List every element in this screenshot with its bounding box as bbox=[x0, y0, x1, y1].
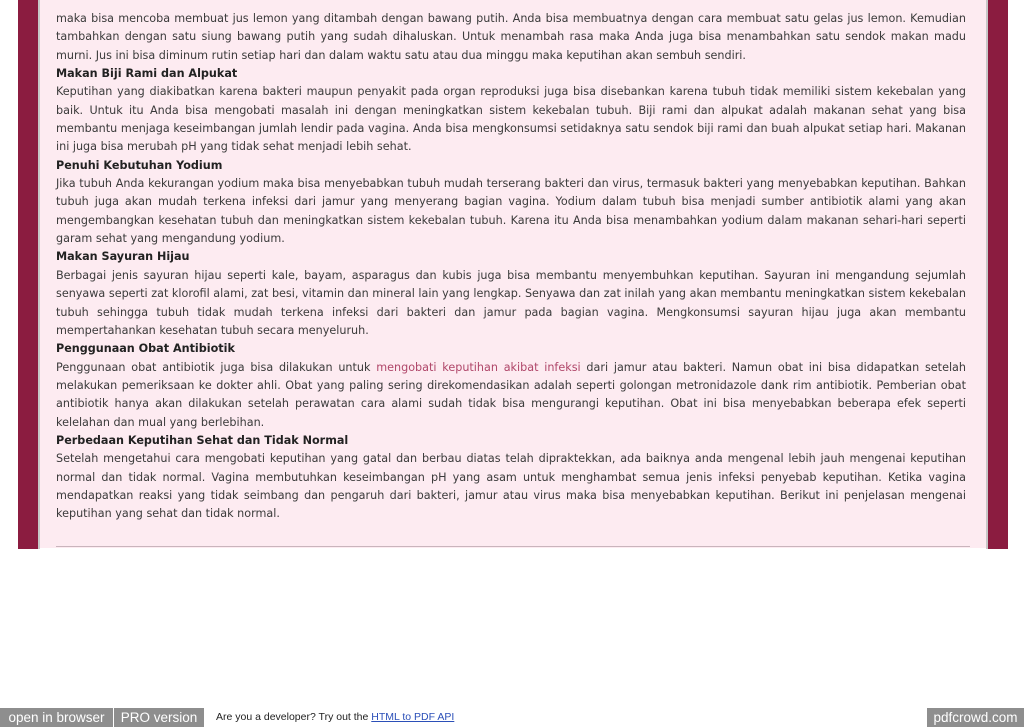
developer-prompt-text: Are you a developer? Try out the bbox=[216, 711, 372, 723]
content-divider bbox=[56, 546, 970, 547]
paragraph-perbedaan-keputihan: Setelah mengetahui cara mengobati keputihan yang gatal dan berbau diatas telah dipraktekkan, ada baiknya anda mengenal lebih jauh mengenai keputihan normal dan tidak normal. Vagina membutuhkan keseimbangan pH yang asam untuk menghambat semua jenis infeksi penyebab keputihan. Ketika vagina mendapatkan reaksi yang tidak seimbang dan pengaruh dari bakteri, jamur atau virus maka bisa menyebabkan keputihan. Berikut ini penjelasan mengenai keputihan yang sehat dan tidak normal. bbox=[56, 452, 966, 521]
antibiotik-text-after: dari jamur atau bakteri. Namun obat ini bisa didapatkan setelah melakukan pemeriksaan ke dokter ahli. Obat yang paling sering direkomendasikan adalah seperti golongan metronidazole dank rim antibiotik. Pemberian obat antibiotik hanya akan dilakukan setelah perawatan cara alami sudah tidak bisa mengurangi keputihan. Obat ini bisa menyebabkan beberapa efek seperti kelelahan dan mual yang berlebihan. bbox=[56, 360, 967, 429]
heading-biji-rami: Makan Biji Rami dan Alpukat bbox=[56, 67, 238, 81]
paragraph-biji-rami: Keputihan yang diakibatkan karena bakteri maupun penyakit pada organ reproduksi juga bisa disebankan karena tubuh tidak memiliki sistem kekebalan yang baik. Untuk itu Anda bisa mengobati masalah ini dengan meningkatkan sistem kekebalan tubuh. Biji rami dan alpukat adalah makanan sehat yang bisa membantu menjaga keseimbangan jumlah lendir pada vagina. Anda bisa mengkonsumsi setidaknya satu sendok biji rami dan buah alpukat setiap hari. Makanan ini juga bisa merubah pH yang tidak sehat menjadi lebih sehat. bbox=[56, 85, 966, 154]
paragraph-yodium: Jika tubuh Anda kekurangan yodium maka bisa menyebabkan tubuh mudah terserang bakteri dan virus, termasuk bakteri yang menyebabkan keputihan. Bahkan tubuh juga akan mudah terkena infeksi dari jamur yang menyerang bagian vagina. Yodium dalam tubuh bisa menjadi sumber antibiotik alami yang akan mengembangkan kesehatan tubuh dan meningkatkan sistem kekebalan tubuh. Karena itu Anda bisa menambahkan yodium dalam makanan sehari-hari seperti garam sehat yang mengandung yodium. bbox=[56, 177, 966, 246]
right-frame-border bbox=[986, 0, 1008, 549]
article-content-panel bbox=[40, 0, 986, 548]
article-body bbox=[56, 10, 966, 524]
open-in-browser-button[interactable]: open in browser bbox=[0, 708, 114, 727]
html-to-pdf-api-link[interactable]: HTML to PDF API bbox=[371, 711, 455, 723]
left-frame-border bbox=[18, 0, 40, 549]
paragraph-sayuran-hijau: Berbagai jenis sayuran hijau seperti kale, bayam, asparagus dan kubis juga bisa membantu menyembuhkan keputihan. Sayuran ini mengandung sejumlah senyawa seperti zat klorofil alami, zat besi, vitamin dan mineral lain yang lengkap. Senyawa dan zat inilah yang akan membantu meningkatkan sistem kekebalan tubuh sehingga tubuh tidak mudah terkena infeksi dari bakteri dan jamur pada bagian vagina. Mengkonsumsi sayuran hijau juga akan membantu mempertahankan kesehatan tubuh secara menyeluruh. bbox=[56, 268, 966, 337]
antibiotik-text-before: Penggunaan obat antibiotik juga bisa dilakukan untuk bbox=[56, 360, 377, 374]
developer-prompt bbox=[216, 708, 454, 727]
paragraph-lemon-garlic: maka bisa mencoba membuat jus lemon yang ditambah dengan bawang putih. Anda bisa membuatnya dengan cara membuat satu gelas jus lemon. Kemudian tambahkan dengan satu siung bawang putih yang sudah dihaluskan. Untuk menambah rasa maka Anda juga bisa menambahkan satu sendok makan madu murni. Jus ini bisa diminum rutin setiap hari dan dalam waktu satu atau dua minggu maka keputihan akan sembuh sendiri. bbox=[56, 12, 966, 62]
heading-sayuran-hijau: Makan Sayuran Hijau bbox=[56, 250, 190, 264]
heading-antibiotik: Penggunaan Obat Antibiotik bbox=[56, 342, 235, 356]
pro-version-button[interactable]: PRO version bbox=[114, 708, 204, 727]
paragraph-antibiotik bbox=[56, 359, 966, 432]
link-mengobati-keputihan[interactable]: mengobati keputihan akibat infeksi bbox=[376, 360, 581, 374]
pdfcrowd-brand-link[interactable]: pdfcrowd.com bbox=[927, 708, 1024, 727]
pdfcrowd-footer-bar bbox=[0, 708, 1024, 727]
heading-yodium: Penuhi Kebutuhan Yodium bbox=[56, 158, 223, 172]
heading-perbedaan-keputihan: Perbedaan Keputihan Sehat dan Tidak Normal bbox=[56, 433, 349, 447]
